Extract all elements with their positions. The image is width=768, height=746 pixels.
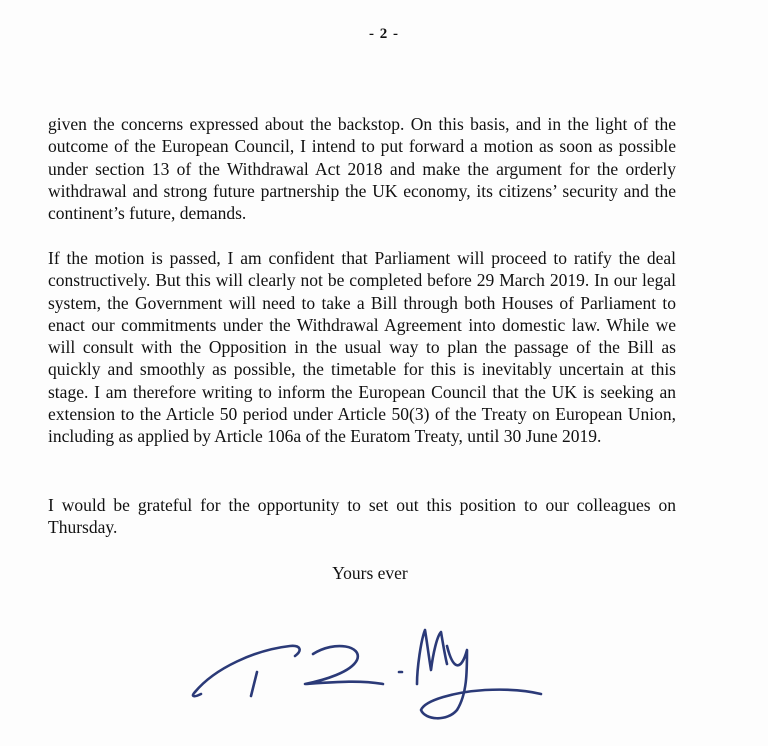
paragraph-closing-request: I would be grateful for the opportunity to set out this position to our colleagues on Thursday. (48, 495, 676, 538)
paragraph-extension-request: If the motion is passed, I am confident that Parliament will proceed to ratify the deal constructively. But this will clearly not be completed before 29 March 2019. In our legal system, the Government will need to take a Bill through both Houses of Parliament to enact our commitments under the Withdrawal Agreement into domestic law. While we will consult with the Opposition in the usual way to plan the passage of the Bill as quickly and smoothly as possible, the timetable for this is inevitably uncertain at this stage. I am therefore writing to inform the European Council that the UK is seeking an extension to the Article 50 period under Article 50(3) of the Treaty on European Union, including as applied by Article 106a of the Euratom Treaty, until 30 June 2019. (48, 248, 676, 447)
signature-stroke-y (421, 646, 541, 718)
signature-stroke-t-stem (251, 672, 257, 696)
signature-graphic (185, 610, 555, 730)
signature-stroke-m (417, 630, 447, 684)
signature-stroke-lead (193, 692, 201, 696)
page-number: - 2 - (369, 26, 399, 42)
signature-stroke-t-bar (195, 646, 300, 692)
closing-salutation: Yours ever (332, 563, 408, 583)
handwritten-signature (185, 610, 555, 730)
signature-stroke-r (305, 646, 383, 684)
paragraph-backstop: given the concerns expressed about the backstop. On this basis, and in the light of the outcome of the European Council, I intend to put forward a motion as soon as possible under section 13 of the Withdrawal Act 2018 and make the argument for the orderly withdrawal and strong future partnership the UK economy, its citizens’ security and the continent’s future, demands. (48, 114, 676, 224)
